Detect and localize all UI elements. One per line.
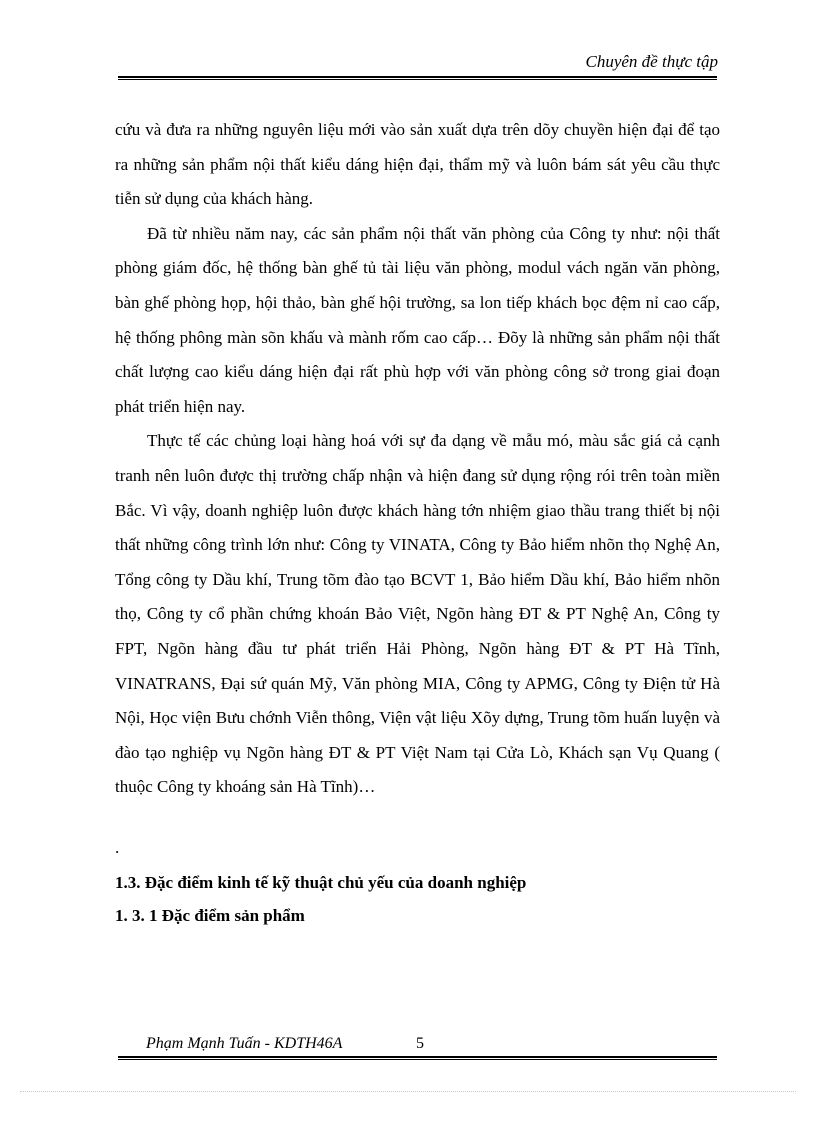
subsection-heading-1-3-1: 1. 3. 1 Đặc điểm sản phẩm [115, 906, 305, 925]
paragraph-market-clients: Thực tế các chủng loại hàng hoá với sự đa dạng về mẫu mó, màu sắc giá cả cạnh tranh nên luôn được thị trường chấp nhận và hiện đang sử dụng rộng rói trên toàn miền Bắc. Vì vậy, doanh nghiệp luôn được khách hàng tớn nhiệm giao thầu trang thiết bị nội thất những công trình lớn như: Công ty VINATA, Công ty Bảo hiểm nhõn thọ Nghệ An, Tổng công ty Dầu khí, Trung tõm đào tạo BCVT 1, Bảo hiểm Dầu khí, Bảo hiểm nhõn thọ, Công ty cổ phần chứng khoán Bảo Việt, Ngõn hàng ĐT & PT Nghệ An, Công ty FPT, Ngõn hàng đầu tư phát triển Hải Phòng, Ngõn hàng ĐT & PT Hà Tĩnh, VINATRANS, Đại sứ quán Mỹ, Văn phòng MIA, Công ty APMG, Công ty Điện tử Hà Nội, Học viện Bưu chớnh Viễn thông, Viện vật liệu Xõy dựng, Trung tõm huấn luyện và đào tạo nghiệp vụ Ngõn hàng ĐT & PT Việt Nam tại Cửa Lò, Khách sạn Vụ Quang ( thuộc Công ty khoáng sản Hà Tĩnh)… [115, 431, 720, 797]
running-header-title: Chuyên đề thực tập [585, 52, 718, 71]
footer-double-rule [118, 1056, 717, 1060]
paragraph-continuation: cứu và đưa ra những nguyên liệu mới vào sản xuất dựa trên dõy chuyền hiện đại để tạo ra những sản phẩm nội thất kiểu dáng hiện đại, thẩm mỹ và luôn bám sát yêu cầu thực tiễn sử dụng của khách hàng. [115, 120, 720, 209]
body-text [115, 113, 720, 805]
stray-mark: . [115, 838, 120, 857]
paragraph-office-products: Đã từ nhiều năm nay, các sản phẩm nội thất văn phòng của Công ty như: nội thất phòng giám đốc, hệ thống bàn ghế tủ tài liệu văn phòng, modul vách ngăn văn phòng, bàn ghế phòng họp, hội thảo, bàn ghế hội trường, sa lon tiếp khách bọc đệm nỉ cao cấp, hệ thống phông màn sõn khấu và mành rốm cao cấp… Đõy là những sản phẩm nội thất chất lượng cao kiểu dáng hiện đại rất phù hợp với văn phòng công sở trong giai đoạn phát triển hiện nay. [115, 223, 720, 416]
page-edge-dotted-line [20, 1091, 796, 1092]
header-double-rule [118, 76, 717, 80]
page-number: 5 [416, 1035, 424, 1052]
section-heading-1-3: 1.3. Đặc điểm kinh tế kỹ thuật chủ yếu của doanh nghiệp [115, 873, 527, 892]
footer-author: Phạm Mạnh Tuấn - KDTH46A [146, 1035, 343, 1052]
